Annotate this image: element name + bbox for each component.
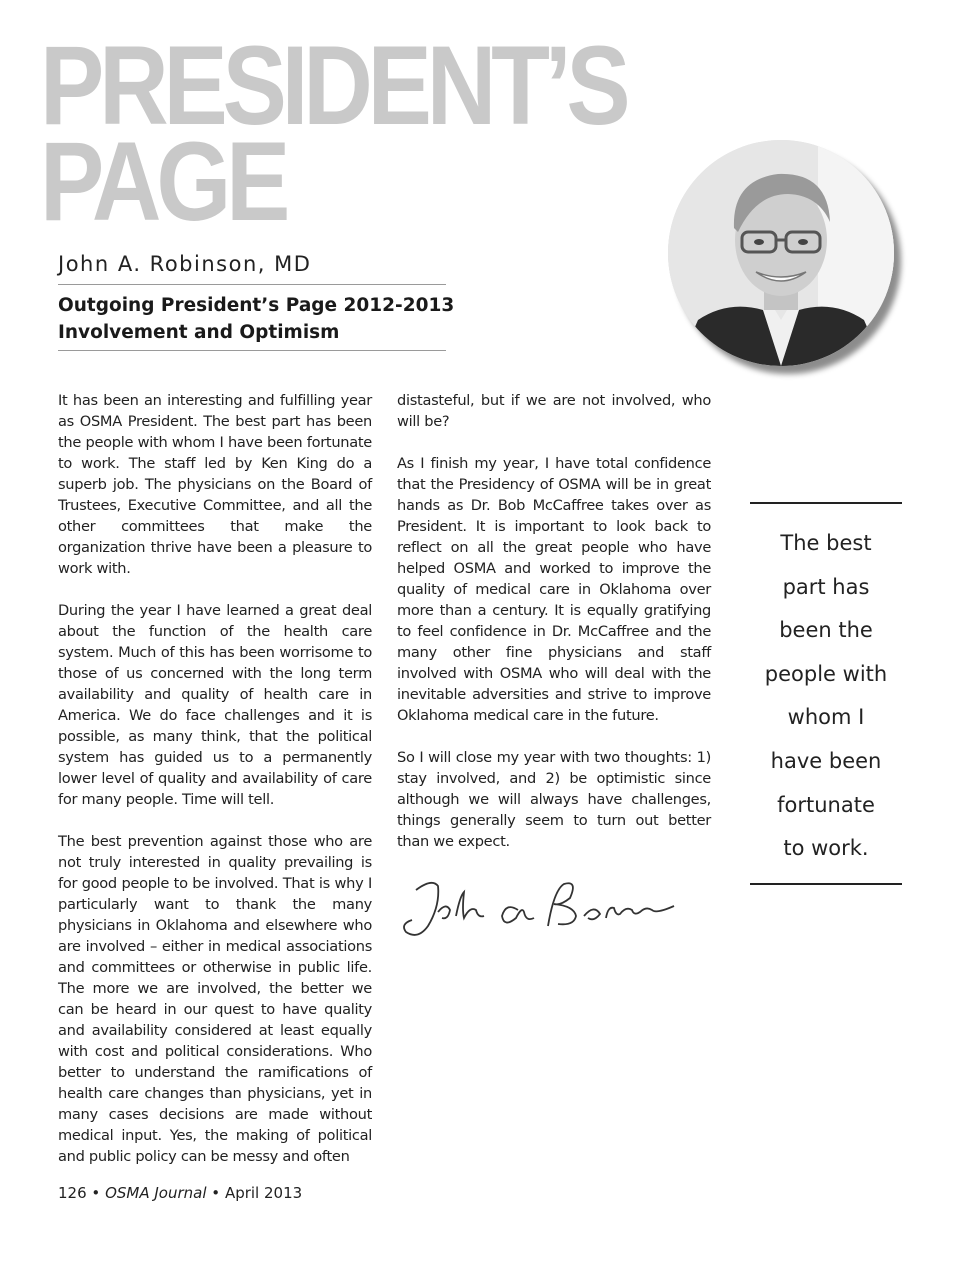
body-column-right bbox=[397, 390, 711, 873]
masthead-line-2: PAGE bbox=[40, 119, 286, 244]
portrait-photo bbox=[668, 140, 894, 366]
subtitle-line-2: Involvement and Optimism bbox=[58, 322, 340, 343]
pull-quote-line: whom I bbox=[787, 705, 865, 730]
masthead-title bbox=[40, 23, 626, 244]
author-signature bbox=[398, 876, 683, 940]
pull-quote-line: The best bbox=[780, 531, 872, 555]
pull-quote-top-rule bbox=[750, 502, 902, 504]
pull-quote-line: people with bbox=[764, 661, 888, 686]
page-number: 126 bbox=[58, 1184, 87, 1202]
divider-top bbox=[58, 284, 446, 285]
body-column-left bbox=[58, 390, 372, 1188]
author-portrait bbox=[668, 140, 906, 378]
paragraph: During the year I have learned a great deal about the function of the health care system. Much of this has been worrisome to those of us concerned with the long term availability and quality of health care in America. We do face challenges and it is possible, as many think, that the political system has guided us to a permanently lower level of quality and availability of care for many people. Time will tell. bbox=[58, 602, 372, 808]
paragraph: The best prevention against those who are not truly interested in quality prevailing is for good people to be involved. That is why I particularly want to thank the many physicians in Oklahoma and elsewhere who are involved – either in medical associations and committees or otherwise in public life. The more we are involved, the better we can be heard in our quest to have quality and availability considered at least equally with cost and political considerations. Who better to understand the ramifications of health care changes than physicians, yet in many cases decisions are made without medical input. Yes, the making of political and public policy can be messy and often bbox=[58, 833, 372, 1165]
paragraph: distasteful, but if we are not involved, who will be? bbox=[397, 392, 711, 430]
pull-quote-line: part has bbox=[782, 574, 870, 599]
article-subtitle bbox=[58, 292, 458, 346]
author-name: John A. Robinson, MD bbox=[58, 252, 312, 276]
pull-quote-text bbox=[750, 522, 902, 871]
subtitle-line-1: Outgoing President’s Page 2012-2013 bbox=[58, 295, 455, 316]
journal-name: OSMA Journal bbox=[105, 1184, 207, 1202]
paragraph: It has been an interesting and fulfilling year as OSMA President. The best part has been the people with whom I have been fortunate to work. The staff led by Ken King do a superb job. The physicians on the Board of Trustees, Executive Committee, and all the other committees that make the organization thrive have been a pleasure to work with. bbox=[58, 392, 372, 577]
portrait-illustration bbox=[668, 140, 894, 366]
page-footer bbox=[58, 1184, 302, 1202]
pull-quote-line: been the bbox=[779, 618, 873, 643]
masthead-line-1: PRESIDENT’S bbox=[40, 23, 626, 148]
paragraph: As I finish my year, I have total confidence that the Presidency of OSMA will be in great hands as Dr. Bob McCaffree takes over as President. It is important to look back to reflect on all the great people who have helped OSMA and worked to improve the quality of medical care in Oklahoma over more than a century. It is equally gratifying to feel confidence in Dr. McCaffree and the many other fine physicians and staff involved with OSMA who will deal with the inevitable adversities and strive to improve Oklahoma medical care in the future. bbox=[397, 455, 711, 724]
pull-quote-bottom-rule bbox=[750, 883, 902, 885]
pull-quote bbox=[750, 502, 902, 885]
footer-bullet: • bbox=[211, 1184, 221, 1202]
issue-date: April 2013 bbox=[224, 1184, 303, 1202]
paragraph: So I will close my year with two thoughts: 1) stay involved, and 2) be optimistic since although we will always have challenges, things generally seem to turn out better than we expect. bbox=[397, 749, 711, 850]
divider-bottom bbox=[58, 350, 446, 351]
pull-quote-line: fortunate bbox=[777, 792, 875, 817]
footer-bullet: • bbox=[91, 1184, 101, 1202]
pull-quote-line: have been bbox=[770, 748, 882, 773]
pull-quote-line: to work. bbox=[783, 836, 869, 861]
